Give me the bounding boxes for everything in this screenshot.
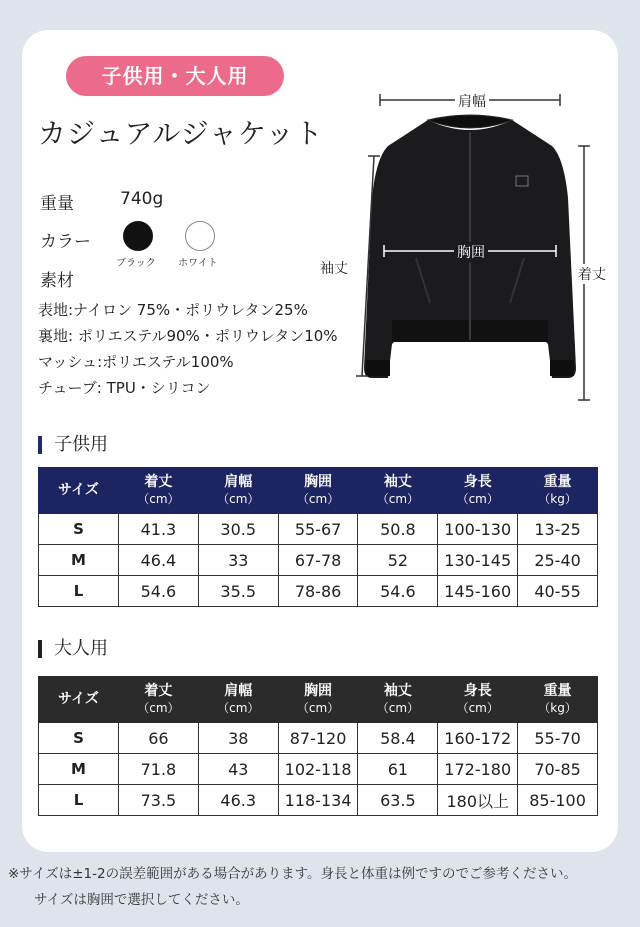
material-outer: 表地:ナイロン 75%・ポリウレタン25% [38, 301, 308, 319]
material-tube: チューブ: TPU・シリコン [38, 379, 211, 397]
table-cell: 50.8 [358, 514, 438, 545]
color-label: カラー [40, 232, 91, 252]
material-lining: 裏地: ポリエステル90%・ポリウレタン10% [38, 327, 338, 345]
audience-badge: 子供用・大人用 [66, 56, 284, 96]
table-cell: 54.6 [358, 576, 438, 607]
table-cell: 73.5 [119, 785, 199, 816]
color-swatch-black[interactable] [123, 221, 153, 251]
table-cell: 130-145 [438, 545, 518, 576]
table-cell: 13-25 [518, 514, 598, 545]
sleeve-label: 袖丈 [317, 258, 351, 278]
header-shoulder: 肩幅 （cm） [198, 677, 278, 723]
table-cell: 78-86 [278, 576, 358, 607]
header-weight: 重量 （kg） [518, 677, 598, 723]
table-cell: 55-67 [278, 514, 358, 545]
table-header-row [39, 468, 598, 514]
table-cell: 52 [358, 545, 438, 576]
header-chest: 胸囲 （cm） [278, 468, 358, 514]
table-cell: 145-160 [438, 576, 518, 607]
table-cell: S [39, 514, 119, 545]
table-cell: L [39, 785, 119, 816]
table-cell: M [39, 754, 119, 785]
table-cell: 67-78 [278, 545, 358, 576]
color-name-black: ブラック [116, 258, 156, 269]
table-row [39, 785, 598, 816]
product-title: カジュアルジャケット [38, 117, 324, 150]
table-cell: M [39, 545, 119, 576]
kids-section-heading: 子供用 [38, 436, 108, 454]
table-header-row [39, 677, 598, 723]
table-cell: 118-134 [278, 785, 358, 816]
color-swatch-white[interactable] [185, 221, 215, 251]
header-length: 着丈 （cm） [119, 468, 199, 514]
table-row [39, 545, 598, 576]
header-shoulder: 肩幅 （cm） [198, 468, 278, 514]
table-cell: 100-130 [438, 514, 518, 545]
table-cell: 38 [198, 723, 278, 754]
table-cell: 63.5 [358, 785, 438, 816]
color-name-white: ホワイト [178, 258, 218, 269]
table-row [39, 754, 598, 785]
table-cell: 58.4 [358, 723, 438, 754]
header-weight: 重量 （kg） [518, 468, 598, 514]
table-cell: 30.5 [198, 514, 278, 545]
table-row [39, 723, 598, 754]
shoulder-label: 肩幅 [455, 91, 489, 111]
table-cell: L [39, 576, 119, 607]
table-cell: 25-40 [518, 545, 598, 576]
table-row [39, 514, 598, 545]
adult-size-table [38, 676, 598, 816]
header-length: 着丈 （cm） [119, 677, 199, 723]
header-chest: 胸囲 （cm） [278, 677, 358, 723]
header-sleeve: 袖丈 （cm） [358, 468, 438, 514]
table-cell: 46.4 [119, 545, 199, 576]
table-cell: 85-100 [518, 785, 598, 816]
table-cell: 71.8 [119, 754, 199, 785]
table-cell: 160-172 [438, 723, 518, 754]
header-sleeve: 袖丈 （cm） [358, 677, 438, 723]
table-cell: 102-118 [278, 754, 358, 785]
table-cell: 66 [119, 723, 199, 754]
table-cell: 43 [198, 754, 278, 785]
size-note: ※サイズは±1-2の誤差範囲がある場合があります。身長と体重は例ですのでご参考ください。 [8, 866, 578, 882]
table-cell: 61 [358, 754, 438, 785]
size-selection-note: サイズは胸囲で選択してください。 [34, 892, 249, 908]
table-cell: 70-85 [518, 754, 598, 785]
table-cell: S [39, 723, 119, 754]
table-cell: 46.3 [198, 785, 278, 816]
table-cell: 35.5 [198, 576, 278, 607]
table-cell: 41.3 [119, 514, 199, 545]
chest-label: 胸囲 [454, 242, 488, 262]
jacket-diagram [320, 88, 620, 408]
table-cell: 54.6 [119, 576, 199, 607]
header-height: 身長 （cm） [438, 468, 518, 514]
table-cell: 55-70 [518, 723, 598, 754]
table-row [39, 576, 598, 607]
weight-label: 重量 [40, 194, 74, 214]
length-label: 着丈 [575, 264, 609, 284]
header-size: サイズ [39, 468, 119, 514]
material-label: 素材 [40, 271, 74, 291]
adult-section-heading: 大人用 [38, 640, 108, 658]
header-size: サイズ [39, 677, 119, 723]
table-cell: 172-180 [438, 754, 518, 785]
kids-size-table [38, 467, 598, 607]
weight-value: 740g [120, 189, 164, 209]
table-cell: 87-120 [278, 723, 358, 754]
material-mesh: マッシュ:ポリエステル100% [38, 353, 234, 371]
header-height: 身長 （cm） [438, 677, 518, 723]
table-cell: 180以上 [438, 785, 518, 816]
table-cell: 33 [198, 545, 278, 576]
table-cell: 40-55 [518, 576, 598, 607]
